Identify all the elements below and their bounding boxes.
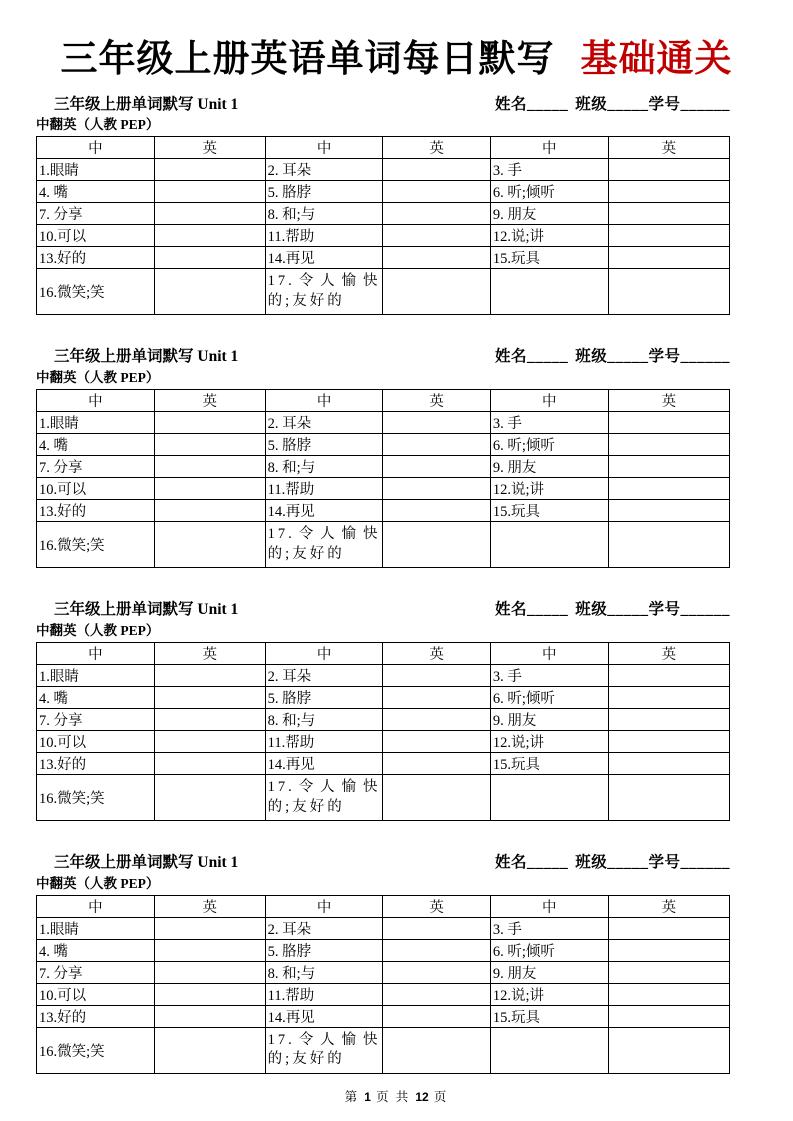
table-row xyxy=(37,412,730,434)
column-header: 英 xyxy=(154,137,265,159)
word-cell: 3. 手 xyxy=(490,665,608,687)
word-cell: 11.帮助 xyxy=(265,225,383,247)
answer-cell xyxy=(608,247,729,269)
table-row xyxy=(37,247,730,269)
column-header: 中 xyxy=(490,137,608,159)
word-cell: 17.令人愉快的;友好的 xyxy=(265,1027,383,1073)
column-header: 中 xyxy=(265,643,383,665)
table-row xyxy=(37,203,730,225)
word-cell: 15.玩具 xyxy=(490,1005,608,1027)
vocab-table xyxy=(36,389,730,568)
answer-cell xyxy=(383,983,490,1005)
student-id-blank-line: ______ xyxy=(680,601,730,619)
word-cell: 15.玩具 xyxy=(490,753,608,775)
name-blank-line: _____ xyxy=(526,854,569,872)
table-row xyxy=(37,225,730,247)
class-label: 班级 xyxy=(575,95,608,113)
table-row xyxy=(37,687,730,709)
word-cell: 4. 嘴 xyxy=(37,181,155,203)
answer-cell xyxy=(608,500,729,522)
table-row xyxy=(37,939,730,961)
word-cell: 5. 胳脖 xyxy=(265,687,383,709)
answer-cell xyxy=(383,775,490,821)
answer-cell xyxy=(608,522,729,568)
answer-cell xyxy=(608,709,729,731)
answer-cell xyxy=(154,961,265,983)
class-label: 班级 xyxy=(575,601,608,619)
answer-cell xyxy=(490,1027,608,1073)
answer-cell xyxy=(154,939,265,961)
answer-cell xyxy=(154,478,265,500)
student-id-label: 学号 xyxy=(648,348,681,366)
answer-cell xyxy=(383,709,490,731)
word-cell: 13.好的 xyxy=(37,500,155,522)
word-cell: 12.说;讲 xyxy=(490,225,608,247)
word-cell: 5. 胳脖 xyxy=(265,434,383,456)
answer-cell xyxy=(383,159,490,181)
word-cell: 1.眼睛 xyxy=(37,412,155,434)
answer-cell xyxy=(154,203,265,225)
word-cell: 11.帮助 xyxy=(265,983,383,1005)
word-cell: 3. 手 xyxy=(490,159,608,181)
answer-cell xyxy=(154,983,265,1005)
word-cell: 2. 耳朵 xyxy=(265,412,383,434)
name-label: 姓名 xyxy=(494,854,527,872)
word-cell: 4. 嘴 xyxy=(37,939,155,961)
answer-cell xyxy=(154,709,265,731)
answer-cell xyxy=(608,203,729,225)
word-cell: 17.令人愉快的;友好的 xyxy=(265,775,383,821)
word-cell: 17.令人愉快的;友好的 xyxy=(265,269,383,315)
table-row xyxy=(37,434,730,456)
word-cell: 6. 听;倾听 xyxy=(490,434,608,456)
answer-cell xyxy=(608,1027,729,1073)
answer-cell xyxy=(154,665,265,687)
table-row xyxy=(37,917,730,939)
answer-cell xyxy=(383,478,490,500)
column-header: 英 xyxy=(383,390,490,412)
answer-cell xyxy=(383,1027,490,1073)
student-info xyxy=(495,854,730,873)
word-cell: 16.微笑;笑 xyxy=(37,1027,155,1073)
column-header: 中 xyxy=(37,137,155,159)
word-cell: 3. 手 xyxy=(490,917,608,939)
word-cell: 10.可以 xyxy=(37,983,155,1005)
table-row xyxy=(37,522,730,568)
word-cell: 14.再见 xyxy=(265,1005,383,1027)
word-cell: 16.微笑;笑 xyxy=(37,269,155,315)
column-header: 英 xyxy=(608,643,729,665)
column-header: 英 xyxy=(383,643,490,665)
footer-total-word: 页 xyxy=(433,1090,449,1104)
answer-cell xyxy=(154,225,265,247)
answer-cell xyxy=(154,775,265,821)
unit-section xyxy=(36,96,757,316)
word-cell: 10.可以 xyxy=(37,478,155,500)
answer-cell xyxy=(383,939,490,961)
vocab-table xyxy=(36,136,730,315)
word-cell: 9. 朋友 xyxy=(490,961,608,983)
word-cell: 7. 分享 xyxy=(37,456,155,478)
word-cell: 17.令人愉快的;友好的 xyxy=(265,522,383,568)
answer-cell xyxy=(154,412,265,434)
sections-container xyxy=(36,96,757,1074)
table-row xyxy=(37,500,730,522)
column-header: 英 xyxy=(608,390,729,412)
student-info xyxy=(495,96,730,115)
word-cell: 7. 分享 xyxy=(37,203,155,225)
answer-cell xyxy=(383,1005,490,1027)
table-row xyxy=(37,753,730,775)
word-cell: 7. 分享 xyxy=(37,961,155,983)
answer-cell xyxy=(608,665,729,687)
student-id-blank-line: ______ xyxy=(680,95,730,113)
answer-cell xyxy=(383,456,490,478)
section-subtitle: 中翻英（人教 PEP） xyxy=(36,370,160,386)
unit-section xyxy=(36,348,757,568)
column-header: 中 xyxy=(37,895,155,917)
word-cell: 6. 听;倾听 xyxy=(490,687,608,709)
answer-cell xyxy=(608,225,729,247)
doc-title xyxy=(36,40,757,81)
table-row xyxy=(37,181,730,203)
word-cell: 9. 朋友 xyxy=(490,203,608,225)
word-cell: 14.再见 xyxy=(265,247,383,269)
answer-cell xyxy=(383,225,490,247)
word-cell: 9. 朋友 xyxy=(490,709,608,731)
answer-cell xyxy=(154,1027,265,1073)
answer-cell xyxy=(608,412,729,434)
word-cell: 4. 嘴 xyxy=(37,687,155,709)
word-cell: 6. 听;倾听 xyxy=(490,939,608,961)
answer-cell xyxy=(154,753,265,775)
column-header: 中 xyxy=(37,643,155,665)
answer-cell xyxy=(154,181,265,203)
table-row xyxy=(37,983,730,1005)
word-cell: 13.好的 xyxy=(37,1005,155,1027)
doc-title-text: 三年级上册英语单词每日默写 xyxy=(60,39,555,80)
page-number: 1 xyxy=(364,1090,371,1104)
section-header xyxy=(36,348,730,367)
table-row xyxy=(37,159,730,181)
answer-cell xyxy=(383,203,490,225)
word-cell: 11.帮助 xyxy=(265,478,383,500)
word-cell: 2. 耳朵 xyxy=(265,665,383,687)
table-row xyxy=(37,269,730,315)
answer-cell xyxy=(154,1005,265,1027)
answer-cell xyxy=(383,917,490,939)
word-cell: 8. 和;与 xyxy=(265,961,383,983)
word-cell: 6. 听;倾听 xyxy=(490,181,608,203)
word-cell: 8. 和;与 xyxy=(265,456,383,478)
student-id-label: 学号 xyxy=(648,854,681,872)
section-header xyxy=(36,601,730,620)
answer-cell xyxy=(154,269,265,315)
word-cell: 10.可以 xyxy=(37,731,155,753)
answer-cell xyxy=(154,456,265,478)
word-cell: 5. 胳脖 xyxy=(265,939,383,961)
answer-cell xyxy=(608,456,729,478)
doc-title-badge: 基础通关 xyxy=(580,39,733,80)
answer-cell xyxy=(383,687,490,709)
word-cell: 16.微笑;笑 xyxy=(37,775,155,821)
footer-of-word: 共 xyxy=(395,1090,411,1104)
student-id-blank-line: ______ xyxy=(680,348,730,366)
answer-cell xyxy=(608,961,729,983)
word-cell: 13.好的 xyxy=(37,247,155,269)
answer-cell xyxy=(383,500,490,522)
class-blank-line: _____ xyxy=(607,854,649,872)
word-cell: 1.眼睛 xyxy=(37,159,155,181)
word-cell: 8. 和;与 xyxy=(265,203,383,225)
class-label: 班级 xyxy=(575,348,608,366)
answer-cell xyxy=(383,731,490,753)
table-row xyxy=(37,709,730,731)
answer-cell xyxy=(154,522,265,568)
column-header: 中 xyxy=(490,390,608,412)
column-header: 中 xyxy=(265,137,383,159)
table-header-row xyxy=(37,137,730,159)
answer-cell xyxy=(608,775,729,821)
word-cell: 16.微笑;笑 xyxy=(37,522,155,568)
answer-cell xyxy=(154,917,265,939)
word-cell: 5. 胳脖 xyxy=(265,181,383,203)
answer-cell xyxy=(154,434,265,456)
column-header: 中 xyxy=(265,390,383,412)
answer-cell xyxy=(608,181,729,203)
answer-cell xyxy=(383,247,490,269)
column-header: 中 xyxy=(490,895,608,917)
answer-cell xyxy=(608,1005,729,1027)
column-header: 英 xyxy=(154,895,265,917)
word-cell: 2. 耳朵 xyxy=(265,917,383,939)
page-footer xyxy=(0,1087,793,1105)
table-row xyxy=(37,1005,730,1027)
answer-cell xyxy=(608,731,729,753)
name-blank-line: _____ xyxy=(526,95,569,113)
answer-cell xyxy=(383,181,490,203)
answer-cell xyxy=(154,159,265,181)
column-header: 英 xyxy=(154,643,265,665)
student-info xyxy=(495,601,730,620)
answer-cell xyxy=(383,753,490,775)
answer-cell xyxy=(608,917,729,939)
answer-cell xyxy=(608,478,729,500)
word-cell: 4. 嘴 xyxy=(37,434,155,456)
word-cell: 11.帮助 xyxy=(265,731,383,753)
table-row xyxy=(37,478,730,500)
table-row xyxy=(37,775,730,821)
section-header xyxy=(36,854,730,873)
vocab-table xyxy=(36,895,730,1074)
column-header: 中 xyxy=(37,390,155,412)
table-header-row xyxy=(37,895,730,917)
name-blank-line: _____ xyxy=(526,601,569,619)
answer-cell xyxy=(608,983,729,1005)
answer-cell xyxy=(383,434,490,456)
unit-section xyxy=(36,854,757,1074)
answer-cell xyxy=(383,961,490,983)
word-cell: 15.玩具 xyxy=(490,247,608,269)
class-blank-line: _____ xyxy=(607,95,649,113)
name-blank-line: _____ xyxy=(526,348,569,366)
section-subtitle: 中翻英（人教 PEP） xyxy=(36,622,160,638)
word-cell: 12.说;讲 xyxy=(490,731,608,753)
answer-cell xyxy=(608,269,729,315)
word-cell: 13.好的 xyxy=(37,753,155,775)
column-header: 英 xyxy=(154,390,265,412)
table-row xyxy=(37,961,730,983)
answer-cell xyxy=(490,775,608,821)
table-header-row xyxy=(37,390,730,412)
answer-cell xyxy=(608,434,729,456)
section-subtitle: 中翻英（人教 PEP） xyxy=(36,117,160,133)
column-header: 英 xyxy=(383,137,490,159)
word-cell: 2. 耳朵 xyxy=(265,159,383,181)
table-row xyxy=(37,665,730,687)
student-id-label: 学号 xyxy=(648,601,681,619)
word-cell: 7. 分享 xyxy=(37,709,155,731)
table-row xyxy=(37,456,730,478)
column-header: 英 xyxy=(608,137,729,159)
answer-cell xyxy=(383,522,490,568)
answer-cell xyxy=(154,687,265,709)
student-id-label: 学号 xyxy=(648,95,681,113)
vocab-table xyxy=(36,642,730,821)
section-subtitle: 中翻英（人教 PEP） xyxy=(36,875,160,891)
column-header: 英 xyxy=(383,895,490,917)
word-cell: 9. 朋友 xyxy=(490,456,608,478)
answer-cell xyxy=(383,665,490,687)
word-cell: 14.再见 xyxy=(265,753,383,775)
answer-cell xyxy=(383,269,490,315)
class-label: 班级 xyxy=(575,854,608,872)
word-cell: 15.玩具 xyxy=(490,500,608,522)
answer-cell xyxy=(490,522,608,568)
section-title: 三年级上册单词默写 Unit 1 xyxy=(54,95,239,113)
answer-cell xyxy=(608,753,729,775)
column-header: 中 xyxy=(265,895,383,917)
column-header: 中 xyxy=(490,643,608,665)
total-pages: 12 xyxy=(415,1090,429,1104)
answer-cell xyxy=(608,939,729,961)
class-blank-line: _____ xyxy=(607,601,649,619)
student-info xyxy=(495,348,730,367)
word-cell: 3. 手 xyxy=(490,412,608,434)
section-header xyxy=(36,96,730,115)
unit-section xyxy=(36,601,757,821)
word-cell: 14.再见 xyxy=(265,500,383,522)
class-blank-line: _____ xyxy=(607,348,649,366)
name-label: 姓名 xyxy=(494,95,527,113)
name-label: 姓名 xyxy=(494,601,527,619)
answer-cell xyxy=(608,687,729,709)
table-row xyxy=(37,731,730,753)
table-row xyxy=(37,1027,730,1073)
name-label: 姓名 xyxy=(494,348,527,366)
word-cell: 8. 和;与 xyxy=(265,709,383,731)
student-id-blank-line: ______ xyxy=(680,854,730,872)
column-header: 英 xyxy=(608,895,729,917)
word-cell: 12.说;讲 xyxy=(490,983,608,1005)
answer-cell xyxy=(383,412,490,434)
word-cell: 1.眼睛 xyxy=(37,665,155,687)
word-cell: 12.说;讲 xyxy=(490,478,608,500)
word-cell: 10.可以 xyxy=(37,225,155,247)
table-header-row xyxy=(37,643,730,665)
footer-prefix: 第 xyxy=(344,1090,360,1104)
section-title: 三年级上册单词默写 Unit 1 xyxy=(54,854,239,872)
section-title: 三年级上册单词默写 Unit 1 xyxy=(54,601,239,619)
answer-cell xyxy=(154,731,265,753)
answer-cell xyxy=(608,159,729,181)
section-title: 三年级上册单词默写 Unit 1 xyxy=(54,348,239,366)
footer-page-word: 页 xyxy=(376,1090,391,1104)
answer-cell xyxy=(154,500,265,522)
word-cell: 1.眼睛 xyxy=(37,917,155,939)
answer-cell xyxy=(154,247,265,269)
answer-cell xyxy=(490,269,608,315)
